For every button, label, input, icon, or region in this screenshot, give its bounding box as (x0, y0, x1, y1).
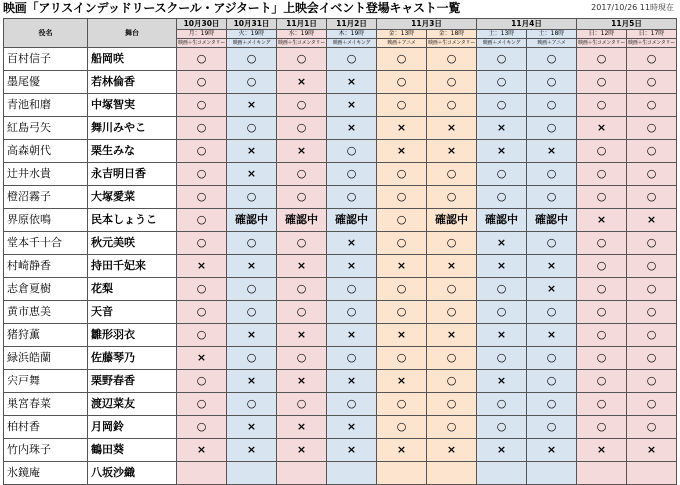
date-header: 10月31日 (227, 19, 277, 30)
attendance-cell: ○ (527, 71, 577, 94)
attendance-cell: ○ (227, 393, 277, 416)
actor-name-cell: 若林倫香 (88, 71, 177, 94)
attendance-cell: ○ (227, 48, 277, 71)
attendance-cell (277, 462, 327, 485)
role-name-cell: 宍戸舞 (4, 370, 88, 393)
attendance-cell: ○ (577, 140, 627, 163)
attendance-cell: ○ (427, 347, 477, 370)
attendance-cell: × (327, 324, 377, 347)
cast-row (4, 255, 677, 278)
cast-row (4, 186, 677, 209)
attendance-cell: ○ (177, 117, 227, 140)
cast-row (4, 393, 677, 416)
attendance-cell: ○ (277, 232, 327, 255)
actor-name-cell: 大塚愛菜 (88, 186, 177, 209)
attendance-cell: ○ (627, 347, 677, 370)
attendance-cell: ○ (327, 48, 377, 71)
actor-name-cell: 花梨 (88, 278, 177, 301)
role-name-cell: 黄市恵美 (4, 301, 88, 324)
session-time-cell: 土：13時 (477, 30, 527, 39)
actor-column-header: 舞台 (88, 19, 177, 48)
session-time-cell: 水：19時 (277, 30, 327, 39)
date-header: 10月30日 (177, 19, 227, 30)
attendance-cell: ○ (477, 48, 527, 71)
attendance-cell: ○ (177, 301, 227, 324)
attendance-cell: ○ (527, 117, 577, 140)
attendance-cell: ○ (627, 255, 677, 278)
attendance-cell: × (327, 232, 377, 255)
attendance-cell: × (377, 255, 427, 278)
cast-schedule-table (3, 18, 677, 485)
actor-name-cell: 渡辺菜友 (88, 393, 177, 416)
session-time-cell: 金：13時 (377, 30, 427, 39)
session-time-cell: 金：18時 (427, 30, 477, 39)
cast-table-body (4, 48, 677, 485)
attendance-cell: ○ (477, 186, 527, 209)
attendance-cell: ○ (177, 324, 227, 347)
attendance-cell: × (327, 94, 377, 117)
attendance-cell: ○ (427, 370, 477, 393)
attendance-cell: ○ (527, 347, 577, 370)
attendance-cell: ○ (627, 71, 677, 94)
attendance-cell: ○ (377, 71, 427, 94)
session-time-cell: 木：19時 (327, 30, 377, 39)
attendance-cell: ○ (227, 186, 277, 209)
attendance-cell: × (377, 439, 427, 462)
session-time-cell: 日：17時 (627, 30, 677, 39)
attendance-cell: ○ (377, 393, 427, 416)
attendance-cell: ○ (527, 370, 577, 393)
attendance-cell: × (227, 370, 277, 393)
attendance-cell: ○ (177, 232, 227, 255)
date-header: 11月1日 (277, 19, 327, 30)
attendance-cell: × (177, 439, 227, 462)
attendance-cell: ○ (527, 416, 577, 439)
attendance-cell: × (477, 140, 527, 163)
attendance-cell: 確認中 (427, 209, 477, 232)
attendance-cell: × (227, 255, 277, 278)
attendance-cell: ○ (227, 71, 277, 94)
content-type-cell: 映画＋生コメンタリー (428, 40, 475, 46)
as-of-timestamp: 2017/10/26 11時現在 (591, 3, 674, 12)
attendance-cell: × (427, 117, 477, 140)
attendance-cell: ○ (377, 163, 427, 186)
attendance-cell: ○ (227, 301, 277, 324)
role-name-cell: 百村信子 (4, 48, 88, 71)
attendance-cell: × (277, 416, 327, 439)
attendance-cell: ○ (627, 416, 677, 439)
cast-row (4, 370, 677, 393)
cast-row (4, 117, 677, 140)
cast-row (4, 439, 677, 462)
content-type-cell: 映画＋メイキング (477, 39, 527, 48)
date-header: 11月5日 (577, 19, 677, 30)
attendance-cell: ○ (327, 347, 377, 370)
attendance-cell: ○ (427, 163, 477, 186)
attendance-cell: ○ (577, 94, 627, 117)
attendance-cell: × (477, 439, 527, 462)
attendance-cell: ○ (227, 117, 277, 140)
cast-row (4, 301, 677, 324)
role-name-cell: 柏村香 (4, 416, 88, 439)
attendance-cell: ○ (477, 163, 527, 186)
attendance-cell: ○ (527, 48, 577, 71)
attendance-cell: × (177, 347, 227, 370)
session-time-cell: 土：18時 (527, 30, 577, 39)
cast-row (4, 71, 677, 94)
actor-name-cell: 栗生みな (88, 140, 177, 163)
attendance-cell: ○ (177, 48, 227, 71)
attendance-cell: 確認中 (227, 209, 277, 232)
attendance-cell: ○ (477, 301, 527, 324)
attendance-cell: × (377, 117, 427, 140)
attendance-cell: ○ (577, 301, 627, 324)
content-type-cell: 映画＋メイキング (227, 39, 277, 48)
page-title: 映画「アリスインデッドリースクール・アジタート」上映会イベント登場キャスト一覧 (3, 1, 461, 15)
role-name-cell: 村崎静香 (4, 255, 88, 278)
attendance-cell: × (527, 278, 577, 301)
attendance-cell: × (277, 255, 327, 278)
actor-name-cell: 鶴田葵 (88, 439, 177, 462)
actor-name-cell: 雛形羽衣 (88, 324, 177, 347)
cast-row (4, 347, 677, 370)
attendance-cell: × (277, 324, 327, 347)
attendance-cell (427, 462, 477, 485)
actor-name-cell: 秋元美咲 (88, 232, 177, 255)
attendance-cell: ○ (427, 416, 477, 439)
cast-row (4, 163, 677, 186)
attendance-cell (177, 462, 227, 485)
actor-name-cell: 持田千妃来 (88, 255, 177, 278)
attendance-cell: ○ (427, 278, 477, 301)
attendance-cell: × (327, 71, 377, 94)
attendance-cell: ○ (577, 393, 627, 416)
attendance-cell: ○ (327, 393, 377, 416)
attendance-cell: × (227, 163, 277, 186)
attendance-cell: ○ (627, 163, 677, 186)
attendance-cell: ○ (277, 347, 327, 370)
attendance-cell: ○ (427, 232, 477, 255)
attendance-cell: ○ (527, 186, 577, 209)
attendance-cell: ○ (177, 163, 227, 186)
attendance-cell: ○ (627, 140, 677, 163)
attendance-cell: ○ (277, 94, 327, 117)
attendance-cell: ○ (427, 186, 477, 209)
role-column-header: 役名 (4, 19, 88, 48)
role-name-cell: 界原依鳴 (4, 209, 88, 232)
attendance-cell: ○ (177, 94, 227, 117)
attendance-cell: ○ (627, 48, 677, 71)
attendance-cell: 確認中 (527, 209, 577, 232)
session-time-cell: 火：19時 (227, 30, 277, 39)
attendance-cell: ○ (327, 301, 377, 324)
actor-name-cell: 舞川みやこ (88, 117, 177, 140)
session-time-cell: 月：19時 (177, 30, 227, 39)
role-name-cell: 氷鏡庵 (4, 462, 88, 485)
attendance-cell: ○ (377, 301, 427, 324)
attendance-cell: ○ (277, 301, 327, 324)
role-name-cell: 橙沼霧子 (4, 186, 88, 209)
attendance-cell: × (427, 439, 477, 462)
attendance-cell: × (227, 94, 277, 117)
attendance-cell: × (377, 370, 427, 393)
attendance-cell: × (477, 117, 527, 140)
attendance-cell: ○ (427, 48, 477, 71)
attendance-cell: ○ (277, 278, 327, 301)
attendance-cell: ○ (177, 370, 227, 393)
attendance-cell: ○ (177, 393, 227, 416)
attendance-cell: × (627, 209, 677, 232)
attendance-cell: × (277, 71, 327, 94)
attendance-cell: ○ (277, 117, 327, 140)
attendance-cell: ○ (177, 186, 227, 209)
attendance-cell: ○ (277, 186, 327, 209)
attendance-cell (227, 462, 277, 485)
attendance-cell: ○ (477, 347, 527, 370)
cast-row (4, 232, 677, 255)
attendance-cell: ○ (527, 94, 577, 117)
content-type-cell: 映画＋生コメンタリー (628, 40, 675, 46)
attendance-cell: × (527, 140, 577, 163)
content-type-cell: 映画＋生コメンタリー (278, 40, 325, 46)
attendance-cell (377, 462, 427, 485)
attendance-cell: ○ (327, 140, 377, 163)
attendance-cell: ○ (177, 278, 227, 301)
actor-name-cell: 民本しょうこ (88, 209, 177, 232)
cast-row (4, 94, 677, 117)
attendance-cell: ○ (227, 278, 277, 301)
cast-row (4, 48, 677, 71)
attendance-cell: × (277, 140, 327, 163)
attendance-cell: ○ (277, 393, 327, 416)
attendance-cell: × (227, 416, 277, 439)
attendance-cell: ○ (527, 232, 577, 255)
attendance-cell: ○ (577, 416, 627, 439)
attendance-cell: ○ (327, 163, 377, 186)
attendance-cell: × (327, 255, 377, 278)
attendance-cell (577, 462, 627, 485)
attendance-cell (627, 462, 677, 485)
attendance-cell: ○ (177, 140, 227, 163)
attendance-cell: × (277, 439, 327, 462)
attendance-cell: 確認中 (277, 209, 327, 232)
content-type-cell: 映画＋アニメ (377, 39, 427, 48)
attendance-cell: ○ (377, 278, 427, 301)
attendance-cell: ○ (627, 232, 677, 255)
attendance-cell: ○ (577, 186, 627, 209)
attendance-cell: ○ (577, 71, 627, 94)
attendance-cell: ○ (377, 347, 427, 370)
attendance-cell: × (477, 370, 527, 393)
role-name-cell: 巣宮春菜 (4, 393, 88, 416)
attendance-cell: ○ (527, 301, 577, 324)
attendance-cell: ○ (627, 393, 677, 416)
role-name-cell: 猪狩薫 (4, 324, 88, 347)
attendance-cell: × (327, 370, 377, 393)
content-type-cell: 映画＋生コメンタリー (578, 40, 625, 46)
role-name-cell: 堂本千十合 (4, 232, 88, 255)
attendance-cell: × (577, 117, 627, 140)
role-name-cell: 緑浜皓蘭 (4, 347, 88, 370)
attendance-cell: × (227, 324, 277, 347)
role-name-cell: 辻井水貴 (4, 163, 88, 186)
cast-row (4, 324, 677, 347)
attendance-cell: ○ (577, 324, 627, 347)
attendance-cell: ○ (377, 186, 427, 209)
role-name-cell: 青池和磨 (4, 94, 88, 117)
attendance-cell: ○ (427, 301, 477, 324)
attendance-cell: ○ (177, 71, 227, 94)
attendance-cell: ○ (377, 209, 427, 232)
attendance-cell: ○ (477, 71, 527, 94)
attendance-cell: ○ (427, 393, 477, 416)
cast-row (4, 462, 677, 485)
attendance-cell: ○ (427, 94, 477, 117)
role-name-cell: 竹内珠子 (4, 439, 88, 462)
attendance-cell: ○ (577, 163, 627, 186)
attendance-cell: ○ (377, 48, 427, 71)
attendance-cell: ○ (627, 301, 677, 324)
content-type-cell: 映画＋メイキング (327, 39, 377, 48)
role-name-cell: 高森朝代 (4, 140, 88, 163)
attendance-cell: × (377, 324, 427, 347)
date-header: 11月4日 (477, 19, 577, 30)
attendance-cell: ○ (577, 48, 627, 71)
actor-name-cell: 永吉明日香 (88, 163, 177, 186)
attendance-cell: ○ (477, 278, 527, 301)
attendance-cell: ○ (527, 163, 577, 186)
attendance-cell: × (327, 416, 377, 439)
attendance-cell: × (577, 439, 627, 462)
attendance-cell: × (427, 140, 477, 163)
attendance-cell: × (377, 140, 427, 163)
actor-name-cell: 船岡咲 (88, 48, 177, 71)
cast-row (4, 209, 677, 232)
attendance-cell: ○ (577, 255, 627, 278)
attendance-cell: ○ (377, 232, 427, 255)
attendance-cell: × (527, 255, 577, 278)
attendance-cell: ○ (627, 94, 677, 117)
date-header: 11月3日 (377, 19, 477, 30)
attendance-cell: ○ (377, 94, 427, 117)
attendance-cell: ○ (477, 393, 527, 416)
attendance-cell: ○ (477, 94, 527, 117)
content-type-cell: 映画＋アニメ (527, 39, 577, 48)
actor-name-cell: 月岡鈴 (88, 416, 177, 439)
attendance-cell: ○ (577, 232, 627, 255)
cast-row (4, 416, 677, 439)
actor-name-cell: 八坂沙織 (88, 462, 177, 485)
session-time-cell: 日：12時 (577, 30, 627, 39)
attendance-cell (327, 462, 377, 485)
attendance-cell: ○ (627, 186, 677, 209)
attendance-cell: ○ (627, 324, 677, 347)
attendance-cell: × (227, 140, 277, 163)
attendance-cell (527, 462, 577, 485)
attendance-cell: ○ (227, 347, 277, 370)
attendance-cell: 確認中 (477, 209, 527, 232)
role-name-cell: 墨尾優 (4, 71, 88, 94)
attendance-cell: ○ (477, 416, 527, 439)
actor-name-cell: 中塚智実 (88, 94, 177, 117)
attendance-cell: ○ (627, 278, 677, 301)
attendance-cell: × (177, 255, 227, 278)
actor-name-cell: 佐藤琴乃 (88, 347, 177, 370)
attendance-cell: ○ (577, 370, 627, 393)
attendance-cell: ○ (327, 186, 377, 209)
attendance-cell: ○ (177, 209, 227, 232)
attendance-cell: 確認中 (327, 209, 377, 232)
cast-row (4, 140, 677, 163)
attendance-cell: ○ (277, 163, 327, 186)
attendance-cell: × (477, 324, 527, 347)
cast-row (4, 278, 677, 301)
attendance-cell: ○ (427, 71, 477, 94)
attendance-cell: ○ (177, 416, 227, 439)
actor-name-cell: 栗野春香 (88, 370, 177, 393)
attendance-cell: × (327, 439, 377, 462)
attendance-cell: × (527, 324, 577, 347)
attendance-cell: × (227, 439, 277, 462)
date-header: 11月2日 (327, 19, 377, 30)
attendance-cell: × (527, 439, 577, 462)
content-type-cell: 映画＋生コメンタリー (178, 40, 225, 46)
attendance-cell: ○ (327, 278, 377, 301)
attendance-cell: × (577, 209, 627, 232)
attendance-cell: ○ (377, 416, 427, 439)
attendance-cell: ○ (227, 232, 277, 255)
date-header-row (4, 19, 677, 30)
attendance-cell: × (477, 255, 527, 278)
actor-name-cell: 天音 (88, 301, 177, 324)
role-name-cell: 紅島弓矢 (4, 117, 88, 140)
attendance-cell: ○ (577, 347, 627, 370)
attendance-cell: ○ (527, 393, 577, 416)
attendance-cell: ○ (277, 48, 327, 71)
attendance-cell: × (477, 232, 527, 255)
attendance-cell: × (427, 255, 477, 278)
attendance-cell: × (327, 117, 377, 140)
attendance-cell: ○ (627, 370, 677, 393)
attendance-cell: × (427, 324, 477, 347)
attendance-cell: ○ (627, 117, 677, 140)
attendance-cell (477, 462, 527, 485)
attendance-cell: × (627, 439, 677, 462)
role-name-cell: 志倉夏樹 (4, 278, 88, 301)
attendance-cell: ○ (577, 278, 627, 301)
attendance-cell: × (277, 370, 327, 393)
